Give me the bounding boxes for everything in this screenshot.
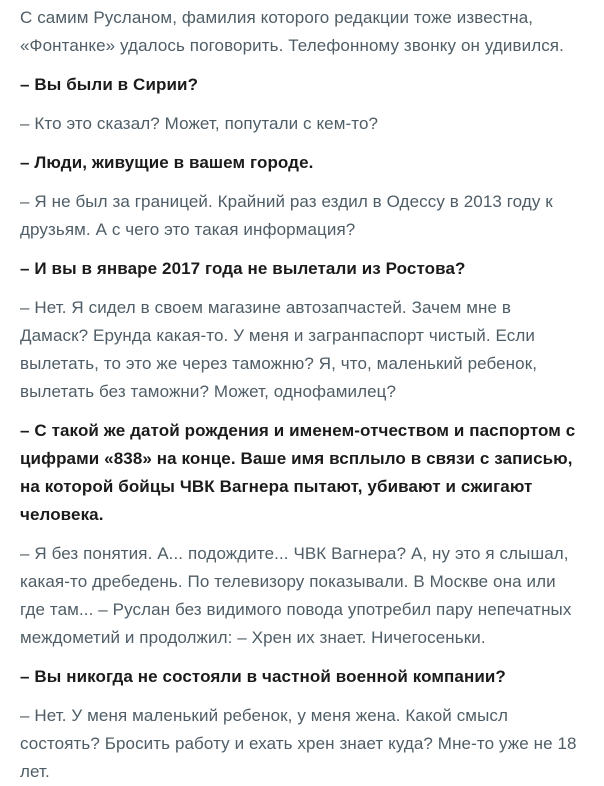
article-body: [20, 4, 584, 786]
interview-question: – Вы были в Сирии?: [20, 75, 199, 94]
interview-answer: – Кто это сказал? Может, попутали с кем-то?: [20, 114, 379, 133]
interview-question: – И вы в январе 2017 года не вылетали из Ростова?: [20, 259, 466, 278]
interview-answer: – Нет. У меня маленький ребенок, у меня жена. Какой смысл состоять? Бросить работу и ехать хрен знает куда? Мне-то уже не 18 лет.: [20, 706, 577, 781]
interview-question: – С такой же датой рождения и именем-отчеством и паспортом с цифрами «838» на конце. Ваше имя всплыло в связи с записью, на которой бойцы ЧВК Вагнера пытают, убивают и сжигают человека.: [20, 421, 576, 524]
interview-answer: – Я без понятия. А... подождите... ЧВК Вагнера? А, ну это я слышал, какая-то дребедень. По телевизору показывали. В Москве она или где там... – Руслан без видимого повода употребил пару непечатных междометий и продолжил: – Хрен их знает. Ничегосеньки.: [20, 544, 572, 647]
interview-answer: – Я не был за границей. Крайний раз ездил в Одессу в 2013 году к друзьям. А с чего это такая информация?: [20, 192, 553, 239]
interview-question: – Вы никогда не состояли в частной военной компании?: [20, 667, 506, 686]
interview-answer: – Нет. Я сидел в своем магазине автозапчастей. Зачем мне в Дамаск? Ерунда какая-то. У меня и загранпаспорт чистый. Если вылетать, то это же через таможню? Я, что, маленький ребенок, вылетать без таможни? Может, однофамилец?: [20, 298, 538, 401]
intro-paragraph: С самим Русланом, фамилия которого редакции тоже известна, «Фонтанке» удалось поговорить. Телефонному звонку он удивился.: [20, 8, 564, 55]
interview-question: – Люди, живущие в вашем городе.: [20, 153, 314, 172]
